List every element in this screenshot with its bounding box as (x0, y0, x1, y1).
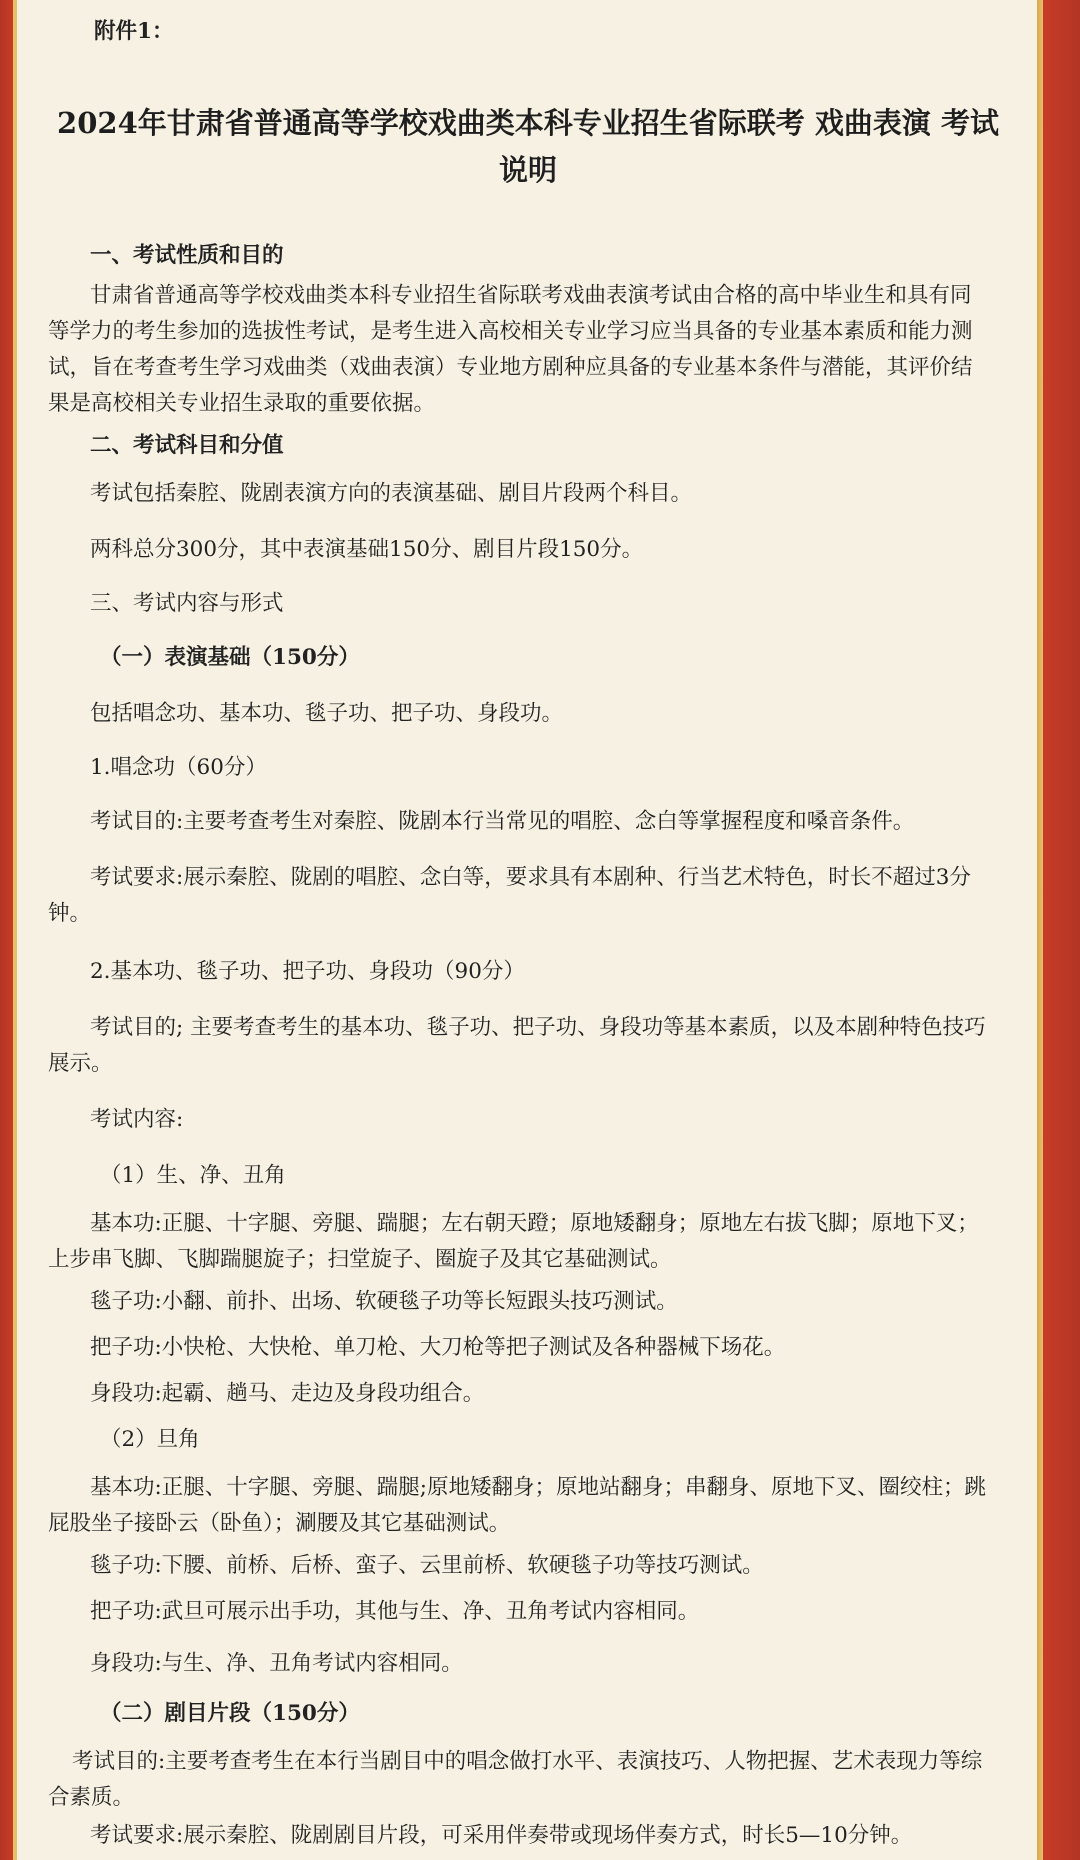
attachment-label: 附件1： (94, 19, 174, 44)
item-1-heading: 1.唱念功（60分） (90, 755, 267, 780)
title-line-2: 说明 (498, 153, 557, 187)
role-2-carpet: 毯子功:下腰、前桥、后桥、蛮子、云里前桥、软硬毯子功等技巧测试。 (90, 1553, 764, 1578)
role-1-basic-line-1: 基本功:正腿、十字腿、旁腿、踹腿；左右朝天蹬；原地矮翻身；原地左右拔飞脚；原地下叉； (90, 1211, 979, 1236)
item-1-requirement-line-1: 考试要求:展示秦腔、陇剧的唱腔、念白等，要求具有本剧种、行当艺术特色，时长不超过3分 (90, 865, 971, 890)
right-decorative-border (1034, 0, 1080, 1860)
item-1-requirement-line-2: 钟。 (48, 901, 92, 926)
item-1-purpose: 考试目的:主要考查考生对秦腔、陇剧本行当常见的唱腔、念白等掌握程度和嗓音条件。 (90, 809, 915, 834)
subsection-1-intro: 包括唱念功、基本功、毯子功、把子功、身段功。 (90, 701, 564, 726)
role-2-basic-line-2: 屁股坐子接卧云（卧鱼）；涮腰及其它基础测试。 (48, 1511, 511, 1536)
role-1-heading: （1）生、净、丑角 (100, 1163, 286, 1188)
role-1-body: 身段功:起霸、趟马、走边及身段功组合。 (90, 1381, 485, 1406)
role-2-basic-line-1: 基本功:正腿、十字腿、旁腿、踹腿;原地矮翻身；原地站翻身；串翻身、原地下叉、圈绞柱；跳 (90, 1475, 986, 1500)
s1-paragraph-line-4: 果是高校相关专业招生录取的重要依据。 (48, 391, 436, 416)
item-2-content-label: 考试内容: (90, 1107, 184, 1132)
s1-paragraph-line-2: 等学力的考生参加的选拔性考试，是考生进入高校相关专业学习应当具备的专业基本素质和能力测 (48, 319, 973, 344)
s2-paragraph-1: 考试包括秦腔、陇剧表演方向的表演基础、剧目片段两个科目。 (90, 481, 693, 506)
subsection-2-purpose-line-1: 考试目的:主要考查考生在本行当剧目中的唱念做打水平、表演技巧、人物把握、艺术表现力等综 (72, 1749, 983, 1774)
s2-paragraph-2: 两科总分300分，其中表演基础150分、剧目片段150分。 (90, 537, 644, 562)
page-title (48, 100, 1008, 194)
title-line-1: 2024年甘肃省普通高等学校戏曲类本科专业招生省际联考 戏曲表演 考试 (57, 106, 999, 140)
subsection-2-purpose-line-2: 合素质。 (48, 1785, 135, 1810)
item-2-purpose-line-1: 考试目的; 主要考查考生的基本功、毯子功、把子功、身段功等基本素质，以及本剧种特色技巧 (90, 1015, 986, 1040)
s1-paragraph-line-3: 试，旨在考查考生学习戏曲类（戏曲表演）专业地方剧种应具备的专业基本条件与潜能，其评价结 (48, 355, 973, 380)
s1-paragraph-line-1: 甘肃省普通高等学校戏曲类本科专业招生省际联考戏曲表演考试由合格的高中毕业生和具有同 (90, 283, 972, 308)
role-2-weapon: 把子功:武旦可展示出手功，其他与生、净、丑角考试内容相同。 (90, 1599, 700, 1624)
subsection-2-requirement: 考试要求:展示秦腔、陇剧剧目片段，可采用伴奏带或现场伴奏方式，时长5—10分钟。 (90, 1823, 913, 1848)
section-3-heading: 三、考试内容与形式 (90, 591, 284, 616)
role-1-basic-line-2: 上步串飞脚、飞脚踹腿旋子；扫堂旋子、圈旋子及其它基础测试。 (48, 1247, 672, 1272)
section-2-heading: 二、考试科目和分值 (90, 433, 284, 458)
role-1-carpet: 毯子功:小翻、前扑、出场、软硬毯子功等长短跟头技巧测试。 (90, 1289, 678, 1314)
role-1-weapon: 把子功:小快枪、大快枪、单刀枪、大刀枪等把子测试及各种器械下场花。 (90, 1335, 786, 1360)
subsection-2-heading: （二）剧目片段（150分） (100, 1701, 360, 1726)
item-2-heading: 2.基本功、毯子功、把子功、身段功（90分） (90, 959, 525, 984)
section-1-heading: 一、考试性质和目的 (90, 243, 284, 268)
role-2-body: 身段功:与生、净、丑角考试内容相同。 (90, 1651, 463, 1676)
subsection-1-heading: （一）表演基础（150分） (100, 645, 360, 670)
role-2-heading: （2）旦角 (100, 1427, 200, 1452)
document-page (48, 0, 1008, 1860)
left-decorative-border (0, 0, 20, 1860)
item-2-purpose-line-2: 展示。 (48, 1051, 113, 1076)
